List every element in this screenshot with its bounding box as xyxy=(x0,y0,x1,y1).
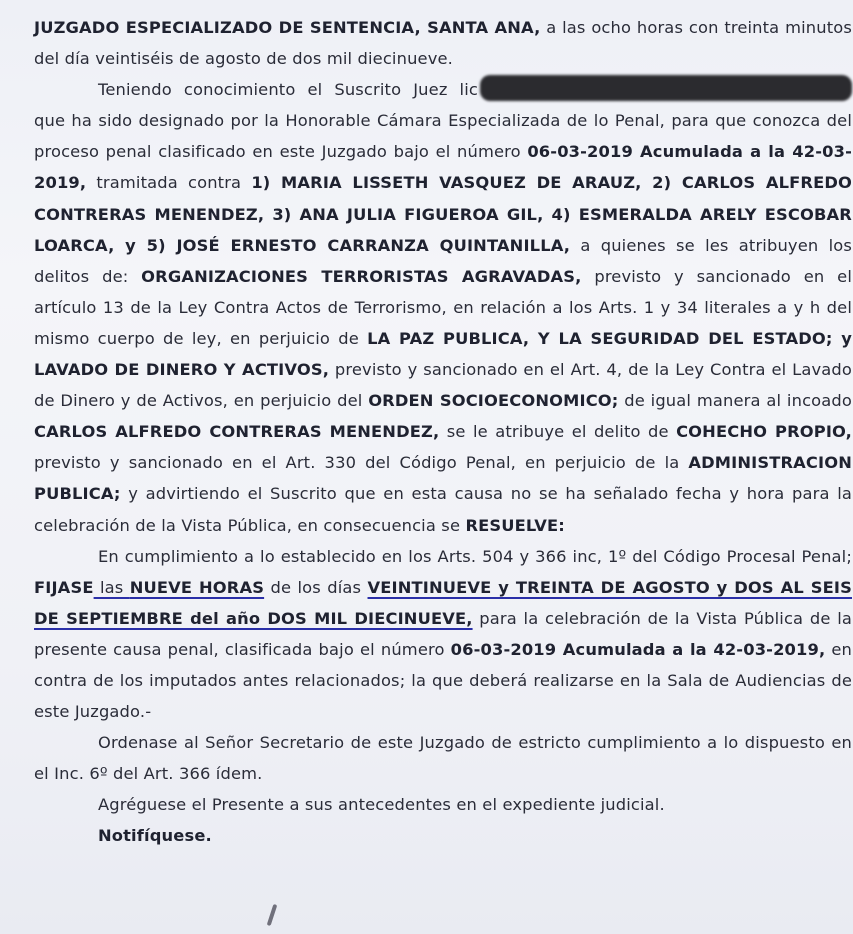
crime-name: COHECHO PROPIO, xyxy=(676,422,853,442)
victim-name: LA PAZ PUBLICA, Y LA SEGURIDAD DEL ESTADO; y LAVADO DE DINERO Y ACTIVOS, xyxy=(34,328,853,380)
court-name: JUZGADO ESPECIALIZADO DE SENTENCIA, SANTA ANA, xyxy=(34,18,541,37)
body-text: se le atribuye el delito de xyxy=(439,422,677,442)
notify-label: Notifíquese. xyxy=(98,826,212,846)
annex-paragraph: Agréguese el Presente a sus antecedentes en el expediente judicial. xyxy=(98,795,665,815)
redacted-name xyxy=(480,75,852,101)
hearing-dates: VEINTINUEVE y TREINTA DE AGOSTO y DOS AL SEIS DE SEPTIEMBRE del año DOS MIL DIECINUEVE, xyxy=(34,577,852,628)
body-text: previsto y sancionado en el Art. 330 del Código Penal, en perjuicio de la xyxy=(34,453,689,473)
victim-name: ORDEN SOCIOECONOMICO; xyxy=(368,391,619,411)
underlined-text: las xyxy=(93,577,130,597)
body-text: previsto y sancionado en el artículo 13 de la Ley Contra Actos de Terrorismo, en relación a los Arts. 1 y 34 literales a y h del mismo cuerpo de ley, en perjuicio de xyxy=(34,266,852,348)
body-text: de igual manera al incoado xyxy=(618,391,853,411)
defendants-list: 1) MARIA LISSETH VASQUEZ DE ARAUZ, 2) CARLOS ALFREDO CONTRERAS MENENDEZ, 3) ANA JULIA FIGUEROA GIL, 4) ESMERALDA ARELY ESCOBAR LOARCA, y 5) JOSÉ ERNESTO CARRANZA QUINTANILLA, xyxy=(34,173,853,255)
hearing-hour: NUEVE HORAS xyxy=(129,577,265,597)
intro-text: Teniendo conocimiento el Suscrito Juez lic xyxy=(98,80,478,100)
body-text: y advirtiendo el Suscrito que en esta causa no se ha señalado fecha y hora para la celebración de la Vista Pública, en consecuencia se xyxy=(34,484,852,535)
body-text: a quienes se les atribuyen los delitos de: xyxy=(34,235,852,286)
body-text: tramitada contra xyxy=(86,173,252,193)
heading-paragraph xyxy=(34,12,852,74)
body-text: para la celebración de la Vista Pública de la presente causa penal, clasificada bajo el número xyxy=(34,608,852,659)
resolution-label: RESUELVE: xyxy=(465,515,565,535)
case-number: 06-03-2019 Acumulada a la 42-03-2019, xyxy=(450,639,826,659)
court-resolution xyxy=(34,12,852,852)
fijase-label: FIJASE xyxy=(34,577,94,597)
pen-stroke xyxy=(267,904,278,926)
notify-paragraph xyxy=(34,820,852,851)
crime-name: ORGANIZACIONES TERRORISTAS AGRAVADAS, xyxy=(141,266,582,286)
body-text: En cumplimiento a lo establecido en los Arts. 504 y 366 inc, 1º del Código Procesal Penal; xyxy=(98,546,852,566)
body-paragraph xyxy=(34,74,852,540)
order-paragraph: Ordenase al Señor Secretario de este Juzgado de estricto cumplimiento a lo dispuesto en el Inc. 6º del Art. 366 ídem. xyxy=(34,733,852,784)
body-text: en contra de los imputados antes relacionados; la que deberá realizarse en la Sala de Audiencias de este Juzgado.- xyxy=(34,639,853,722)
victim-name: ADMINISTRACION PUBLICA; xyxy=(34,453,852,504)
scheduling-paragraph xyxy=(34,541,852,728)
case-number: 06-03-2019 Acumulada a la 42-03-2019, xyxy=(34,142,852,193)
body-text: que ha sido designado por la Honorable Cámara Especializada de lo Penal, para que conozca del proceso penal clasificado en este Juzgado bajo el número xyxy=(34,111,852,162)
body-text: previsto y sancionado en el Art. 4, de la Ley Contra el Lavado de Dinero y de Activos, en perjuicio del xyxy=(34,360,852,411)
body-text: de los días xyxy=(264,577,368,597)
defendant-name: CARLOS ALFREDO CONTRERAS MENENDEZ, xyxy=(34,422,440,442)
date-text: a las ocho horas con treinta minutos del día veintiséis de agosto de dos mil diecinueve. xyxy=(34,18,852,69)
